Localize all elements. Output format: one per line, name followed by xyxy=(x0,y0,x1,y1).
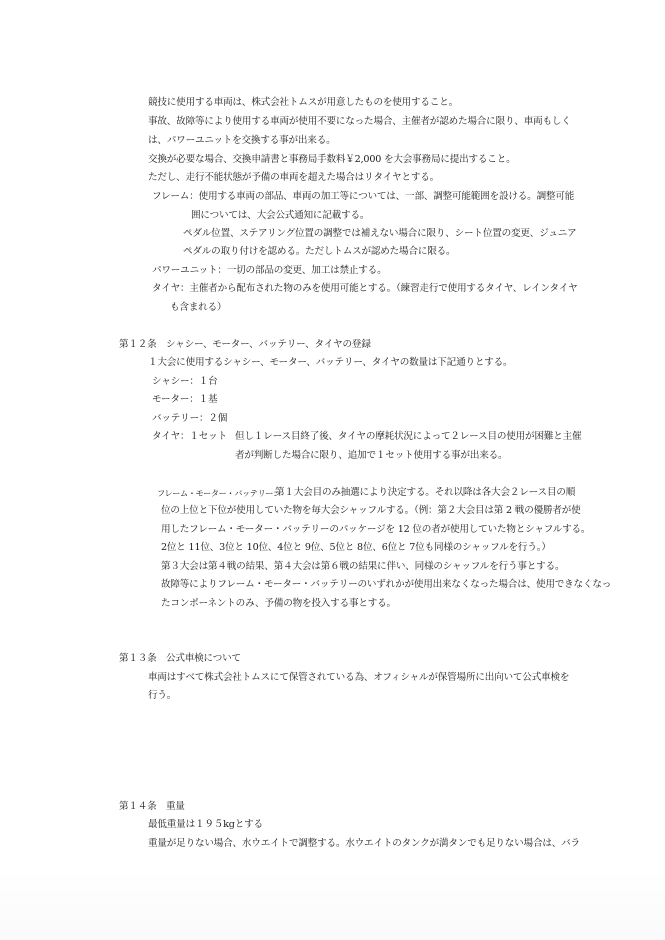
article12-shuffle-line: たコンポーネントのみ、予備の物を投入する事とする。 xyxy=(161,598,396,609)
equipment-line: 事故、故障等により使用する車両が使用不要になった場合、主催者が認めた場合に限り、車両もしく xyxy=(148,116,571,127)
equipment-line: ペダルの取り付けを認める。ただしトムスが認めた場合に限る。 xyxy=(183,246,456,257)
article12-motor: モーター：１基 xyxy=(152,394,218,405)
equipment-line: ペダル位置、ステアリング位置の調整では補えない場合に限り、シート位置の変更、ジュニア xyxy=(183,228,577,239)
article12-tire-note: 者が判断した場合に限り、追加で１セット使用する事が出来る。 xyxy=(235,450,508,461)
article14-heading: 第１４条 重量 xyxy=(119,801,185,812)
equipment-line: ただし、走行不能状態が予備の車両を超えた場合はリタイヤとする。 xyxy=(148,172,440,183)
equipment-line: 囲については、大会公式通知に記載する。 xyxy=(191,210,370,221)
article14-line: 最低重量は１９５kgとする xyxy=(148,819,263,830)
equipment-line: 交換が必要な場合、交換申請書と事務局手数料￥2,000 を大会事務局に提出すること。 xyxy=(148,154,516,165)
equipment-line: フレーム：使用する車両の部品、車両の加工等については、一部、調整可能範囲を設ける。調整可能 xyxy=(152,191,575,202)
article12-tire-note: 但し１レース目終了後、タイヤの摩耗状況によって２レース目の使用が困難と主催 xyxy=(235,431,582,442)
equipment-line: 競技に使用する車両は、株式会社トムスが用意したものを使用すること。 xyxy=(148,97,458,108)
article13-line: 行う。 xyxy=(148,690,177,701)
article12-shuffle-line: 第３大会は第４戦の結果、第４大会は第６戦の結果に伴い、同様のシャッフルを行う事とする。 xyxy=(161,561,565,572)
article12-shuffle-line: 2位と 11位、3位と 10位、4位と 9位、5位と 8位、6位と 7位も同様のシャッフルを行う。） xyxy=(161,542,551,553)
article12-shuffle-line: 第１大会目のみ抽選により決定する。それ以降は各大会２レース目の順 xyxy=(275,487,576,498)
equipment-line: は、パワーユニットを交換する事が出来る。 xyxy=(148,135,336,146)
article13-heading: 第１３条 公式車検について xyxy=(119,653,241,664)
article12-intro: １大会に使用するシャシー、モーター、バッテリー、タイヤの数量は下記通りとする。 xyxy=(148,357,513,368)
equipment-line: も含まれる） xyxy=(170,302,227,313)
article12-shuffle-line: 故障等によりフレーム・モーター・バッテリーのいずれかが使用出来なくなった場合は、使用できなくなっ xyxy=(161,579,612,590)
article13-line: 車両はすべて株式会社トムスにて保管されている為、オフィシャルが保管場所に出向いて公式車検を xyxy=(148,672,570,683)
article12-shuffle-line: 位の上位と下位が使用していた物を毎大会シャッフルする。（例：第２大会目は第 2 戦の優勝者が使 xyxy=(161,505,581,516)
article12-shuffle-label: フレーム・モーター・バッテリー： xyxy=(157,488,281,498)
article12-heading: 第１２条 シャシー、モーター、バッテリー、タイヤの登録 xyxy=(119,339,371,350)
equipment-line: タイヤ：主催者から配布された物のみを使用可能とする。（練習走行で使用するタイヤ、レインタイヤ xyxy=(152,283,578,294)
article12-chassis: シャシー：１台 xyxy=(152,376,218,387)
article12-battery: バッテリー：２個 xyxy=(152,413,228,424)
page-bottom-shade xyxy=(0,870,665,940)
equipment-line: パワーユニット：一切の部品の変更、加工は禁止する。 xyxy=(152,265,387,276)
article14-line: 重量が足りない場合、水ウエイトで調整する。水ウエイトのタンクが満タンでも足りない場合は、バラ xyxy=(148,838,580,849)
article12-tire-label: タイヤ：１セット xyxy=(152,431,227,442)
article12-shuffle-line: 用したフレーム・モーター・バッテリーのパッケージを 12 位の者が使用していた物とシャフルする。 xyxy=(161,524,591,535)
